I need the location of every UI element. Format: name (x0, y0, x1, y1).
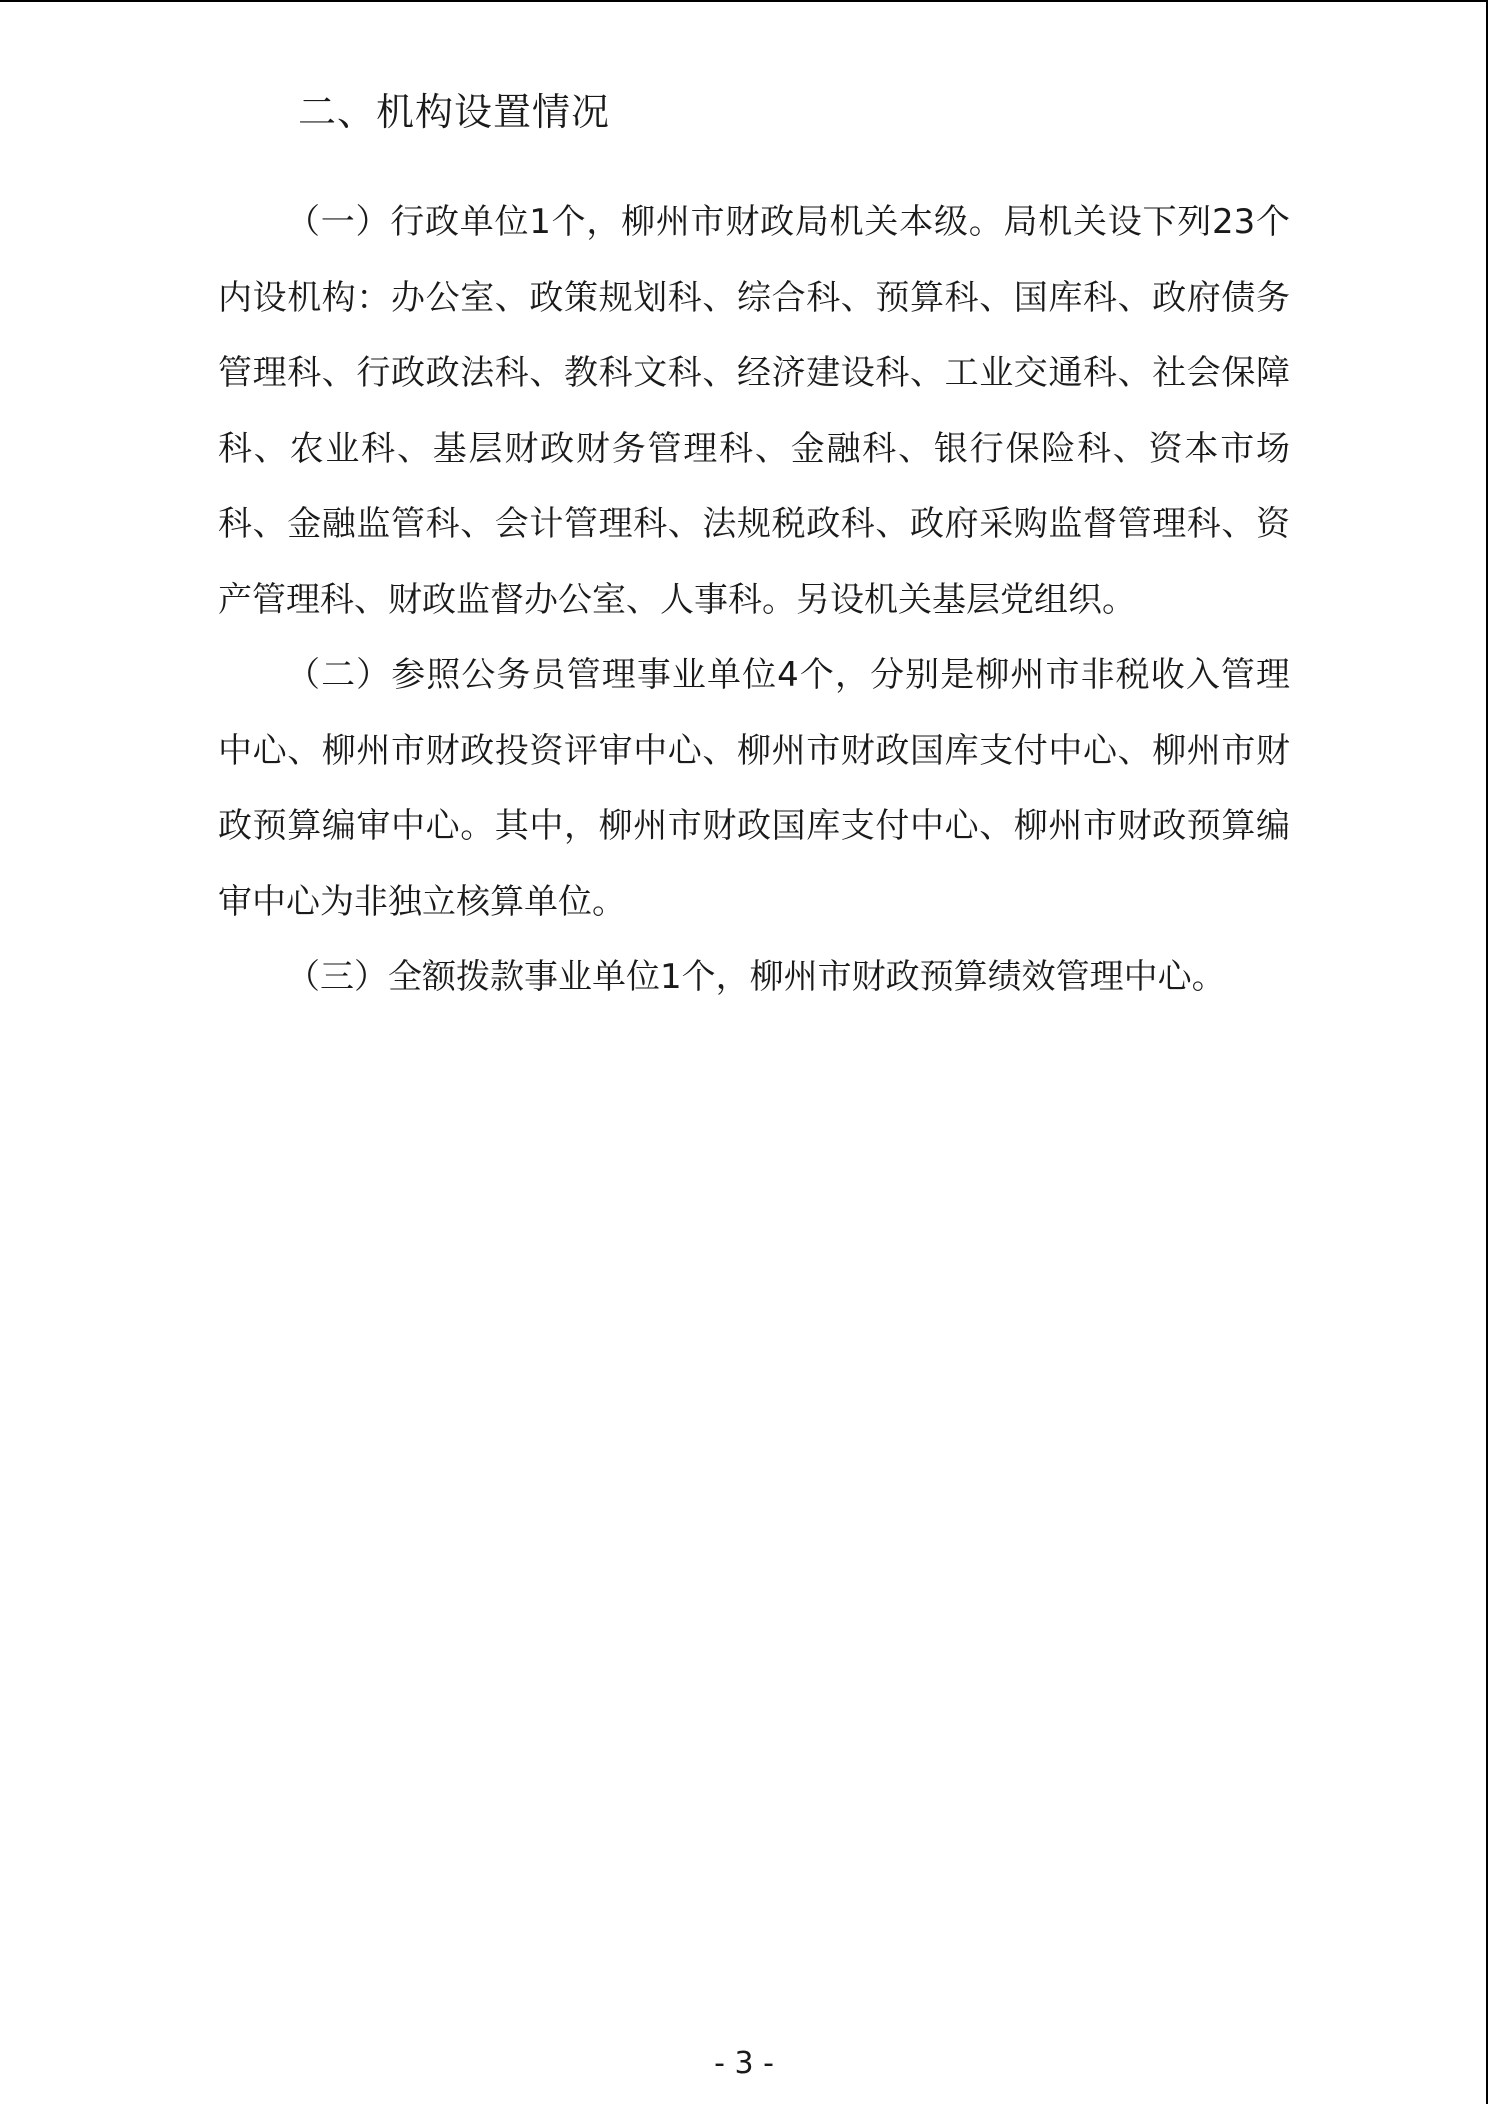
page-number: - 3 - (714, 2046, 774, 2081)
section-heading: 二、机构设置情况 (298, 90, 611, 134)
paragraph-civil-service-units: （二）参照公务员管理事业单位4个，分别是柳州市非税收入管理中心、柳州市财政投资评审中心、柳州市财政国库支付中心、柳州市财政预算编审中心。其中，柳州市财政国库支付中心、柳州市财政预算编审中心为非独立核算单位。 (218, 655, 1290, 922)
paragraph-administrative-unit: （一）行政单位1个，柳州市财政局机关本级。局机关设下列23个内设机构：办公室、政策规划科、综合科、预算科、国库科、政府债务管理科、行政政法科、教科文科、经济建设科、工业交通科、社会保障科、农业科、基层财政财务管理科、金融科、银行保险科、资本市场科、金融监管科、会计管理科、法规税政科、政府采购监督管理科、资产管理科、财政监督办公室、人事科。另设机关基层党组织。 (218, 202, 1290, 620)
document-body (218, 185, 1290, 1016)
paragraph-fully-funded-unit: （三）全额拨款事业单位1个，柳州市财政预算绩效管理中心。 (286, 957, 1226, 997)
